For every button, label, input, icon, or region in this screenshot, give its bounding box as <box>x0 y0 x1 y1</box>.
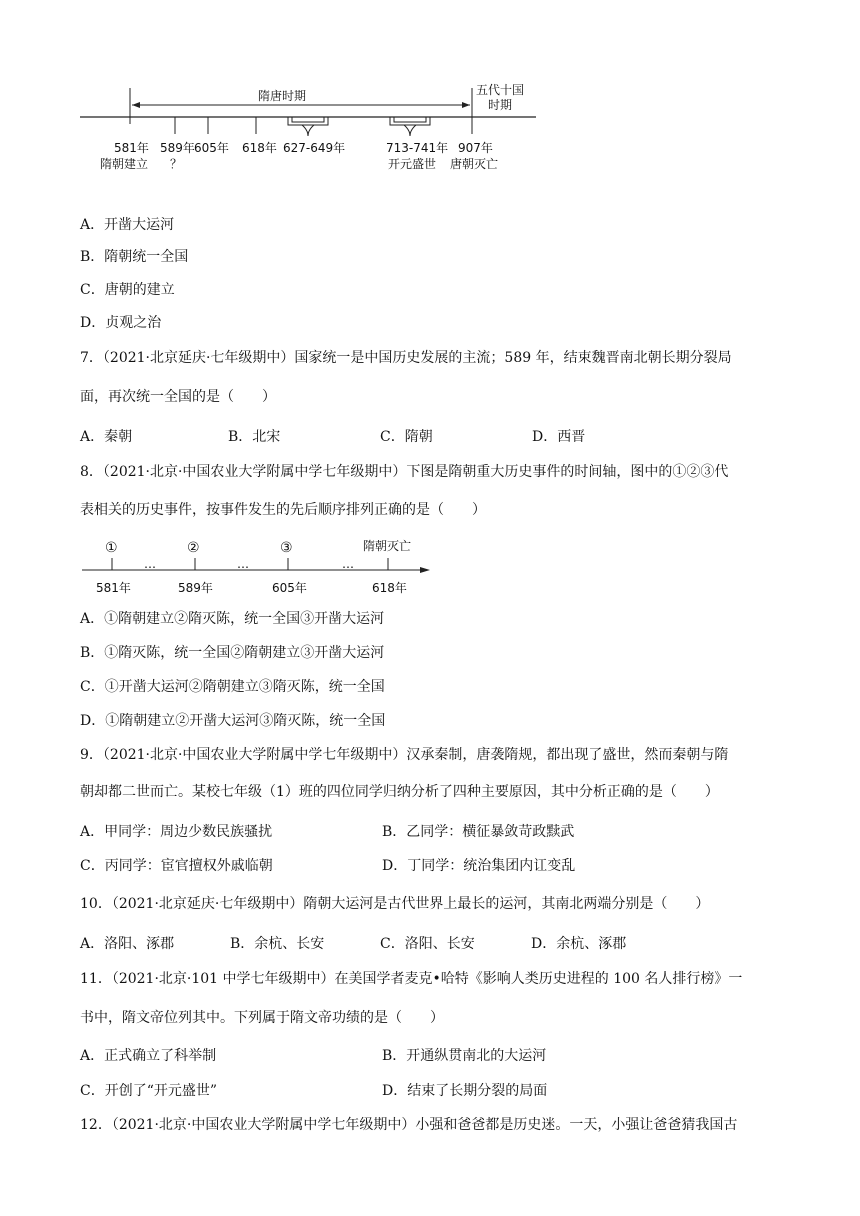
question-8-stem: 8．（2021·北京·中国农业大学附属中学七年级期中）下图是隋朝重大历史事件的时间轴，图中的①②③代 <box>80 464 729 480</box>
option-b[interactable]: B．乙同学：横征暴敛苛政黩武 <box>382 824 575 840</box>
end-label-line1: 五代十国 <box>476 83 525 97</box>
question-10-options <box>80 934 780 954</box>
option-d[interactable]: D．丁同学：统治集团内讧变乱 <box>382 858 576 874</box>
dots: … <box>342 557 354 571</box>
question-11-options-row1 <box>80 1046 780 1066</box>
tick-label: 713-741年 <box>386 141 449 155</box>
question-12-stem: 12．（2021·北京·中国农业大学附属中学七年级期中）小强和爸爸都是历史迷。一天，小强让爸爸猜我国古 <box>80 1117 738 1133</box>
tick-label: 589年 <box>160 141 195 155</box>
option-a[interactable]: A．开凿大运河 <box>80 217 175 233</box>
question-7-options <box>80 427 780 447</box>
option-c[interactable]: C．唐朝的建立 <box>80 282 175 298</box>
question-11-stem: 11．（2021·北京·101 中学七年级期中）在美国学者麦克•哈特《影响人类历史进程的 100 名人排行榜》一 <box>80 971 743 987</box>
dots: … <box>237 557 249 571</box>
question-9-options-row1 <box>80 822 780 842</box>
question-7-stem-cont: 面，再次统一全国的是（ ） <box>80 389 276 405</box>
tick-label: 907年 <box>458 141 493 155</box>
option-c[interactable]: C．丙同学：宦官擅权外戚临朝 <box>80 858 273 874</box>
option-b[interactable]: B．开通纵贯南北的大运河 <box>382 1048 547 1064</box>
option-c[interactable]: C．开创了“开元盛世” <box>80 1083 218 1099</box>
year-589: 589年 <box>178 581 213 595</box>
tick-label: 627-649年 <box>283 141 346 155</box>
question-11-options-row2 <box>80 1081 780 1101</box>
year-618: 618年 <box>372 581 407 595</box>
tick-sub: 开元盛世 <box>388 157 437 171</box>
question-10-stem: 10．（2021·北京延庆·七年级期中）隋朝大运河是古代世界上最长的运河，其南北两端分别是（ ） <box>80 896 710 912</box>
option-d[interactable]: D．贞观之治 <box>80 315 162 331</box>
option-c[interactable]: C．洛阳、长安 <box>380 936 475 952</box>
tick-sub: 隋朝建立 <box>100 157 149 171</box>
question-8-stem-cont: 表相关的历史事件，按事件发生的先后顺序排列正确的是（ ） <box>80 502 486 518</box>
option-a[interactable]: A．①隋朝建立②隋灭陈，统一全国③开凿大运河 <box>80 611 385 627</box>
option-b[interactable]: B．隋朝统一全国 <box>80 249 189 265</box>
question-9-stem: 9．（2021·北京·中国农业大学附属中学七年级期中）汉承秦制，唐袭隋规，都出现了盛世，然而秦朝与隋 <box>80 747 729 763</box>
marker-sui-fall: 隋朝灭亡 <box>363 539 412 553</box>
dots: … <box>144 557 156 571</box>
end-label-line2: 时期 <box>488 98 513 112</box>
option-a[interactable]: A．秦朝 <box>80 429 133 445</box>
option-c[interactable]: C．①开凿大运河②隋朝建立③隋灭陈，统一全国 <box>80 679 385 695</box>
option-d[interactable]: D．①隋朝建立②开凿大运河③隋灭陈，统一全国 <box>80 713 386 729</box>
option-a[interactable]: A．洛阳、涿郡 <box>80 936 175 952</box>
question-9-stem-cont: 朝却都二世而亡。某校七年级（1）班的四位同学归纳分析了四种主要原因，其中分析正确的是（ ） <box>80 784 719 800</box>
sui-tang-timeline <box>80 78 550 178</box>
tick-sub: ？ <box>170 157 183 171</box>
question-9-options-row2 <box>80 856 780 876</box>
option-a[interactable]: A．正式确立了科举制 <box>80 1048 217 1064</box>
option-d[interactable]: D．结束了长期分裂的局面 <box>382 1083 548 1099</box>
tick-label: 605年 <box>194 141 229 155</box>
option-a[interactable]: A．甲同学：周边少数民族骚扰 <box>80 824 273 840</box>
option-b[interactable]: B．北宋 <box>228 429 281 445</box>
marker-1: ① <box>105 540 118 556</box>
year-581: 581年 <box>96 581 131 595</box>
option-b[interactable]: B．余杭、长安 <box>230 936 325 952</box>
question-7-stem: 7．（2021·北京延庆·七年级期中）国家统一是中国历史发展的主流；589 年，结束魏晋南北朝长期分裂局 <box>80 350 732 366</box>
year-605: 605年 <box>272 581 307 595</box>
sui-events-timeline <box>80 536 440 602</box>
tick-label: 581年 <box>114 141 149 155</box>
marker-3: ③ <box>280 540 293 556</box>
period-label: 隋唐时期 <box>258 89 307 103</box>
tick-sub: 唐朝灭亡 <box>450 157 499 171</box>
tick-label: 618年 <box>242 141 277 155</box>
marker-2: ② <box>187 540 200 556</box>
option-c[interactable]: C．隋朝 <box>380 429 433 445</box>
option-d[interactable]: D．西晋 <box>532 429 586 445</box>
option-b[interactable]: B．①隋灭陈，统一全国②隋朝建立③开凿大运河 <box>80 645 385 661</box>
question-11-stem-cont: 书中，隋文帝位列其中。下列属于隋文帝功绩的是（ ） <box>80 1010 444 1026</box>
option-d[interactable]: D．余杭、涿郡 <box>531 936 627 952</box>
